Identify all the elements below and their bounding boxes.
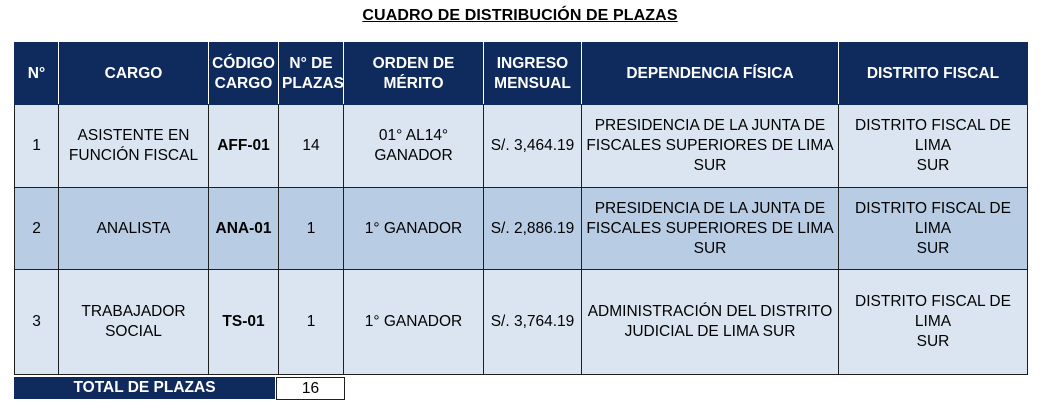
header-codigo-line2: CARGO — [214, 74, 273, 92]
header-n: N° — [15, 43, 59, 105]
cell-orden — [344, 188, 484, 270]
cell-ingreso: S/. 3,464.19 — [484, 105, 582, 188]
cell-distrito-line1: DISTRITO FISCAL DE LIMA — [855, 293, 1011, 330]
cell-cargo-line2: FUNCIÓN FISCAL — [68, 147, 199, 164]
cell-distrito — [839, 105, 1028, 188]
cell-distrito-line2: SUR — [916, 157, 950, 174]
header-dependencia: DEPENDENCIA FÍSICA — [582, 43, 839, 105]
cell-distrito-line1: DISTRITO FISCAL DE LIMA — [855, 117, 1011, 154]
cell-dependencia — [582, 270, 839, 375]
header-ingreso-line2: MENSUAL — [494, 74, 571, 92]
cell-n: 2 — [15, 188, 59, 270]
header-orden — [344, 43, 484, 105]
cell-orden-line1: 01° AL14° — [378, 127, 449, 144]
header-cargo: CARGO — [59, 43, 209, 105]
cell-dependencia-line2: JUDICIAL DE LIMA SUR — [624, 323, 796, 340]
cell-n: 1 — [15, 105, 59, 188]
header-plazas-line2: PLAZAS — [282, 74, 344, 92]
cell-distrito-line2: SUR — [916, 333, 950, 350]
cell-cargo — [59, 105, 209, 188]
table-row — [15, 270, 1028, 375]
header-plazas — [279, 43, 344, 105]
cell-dependencia-line3: SUR — [693, 157, 727, 174]
cell-dependencia-line3: SUR — [693, 239, 727, 257]
cell-orden — [344, 105, 484, 188]
plazas-table — [14, 42, 1028, 375]
total-label: TOTAL DE PLAZAS — [14, 377, 275, 399]
cell-cargo-line2: SOCIAL — [105, 323, 162, 340]
cell-n: 3 — [15, 270, 59, 375]
cell-codigo: AFF-01 — [209, 105, 279, 188]
cell-cargo — [59, 270, 209, 375]
table-row — [15, 188, 1028, 270]
header-orden-line2: MÉRITO — [383, 74, 444, 92]
cell-ingreso: S/. 2,886.19 — [484, 188, 582, 270]
cell-plazas: 1 — [279, 270, 344, 375]
cell-distrito — [839, 270, 1028, 375]
cell-dependencia-line2: FISCALES SUPERIORES DE LIMA — [586, 219, 834, 237]
cell-plazas: 14 — [279, 105, 344, 188]
cell-cargo-line1: ANALISTA — [96, 219, 171, 237]
header-codigo — [209, 43, 279, 105]
cell-cargo — [59, 188, 209, 270]
header-codigo-line1: CÓDIGO — [212, 54, 275, 72]
cell-dependencia-line2: FISCALES SUPERIORES DE LIMA — [586, 137, 834, 154]
table-row — [15, 105, 1028, 188]
cell-cargo-line1: ASISTENTE EN — [77, 127, 190, 144]
cell-cargo-line1: TRABAJADOR — [81, 303, 186, 320]
cell-plazas: 1 — [279, 188, 344, 270]
header-plazas-line1: N° DE — [289, 54, 333, 72]
header-ingreso-line1: INGRESO — [496, 54, 569, 72]
cell-dependencia-line1: PRESIDENCIA DE LA JUNTA DE — [594, 117, 826, 134]
page-title: CUADRO DE DISTRIBUCIÓN DE PLAZAS — [362, 7, 678, 24]
cell-orden — [344, 270, 484, 375]
total-value: 16 — [276, 377, 345, 400]
cell-codigo: TS-01 — [209, 270, 279, 375]
cell-distrito-line1: DISTRITO FISCAL DE LIMA — [855, 199, 1011, 237]
cell-distrito — [839, 188, 1028, 270]
table-header-row — [15, 43, 1028, 105]
cell-dependencia — [582, 105, 839, 188]
cell-codigo: ANA-01 — [209, 188, 279, 270]
cell-dependencia — [582, 188, 839, 270]
cell-dependencia-line1: ADMINISTRACIÓN DEL DISTRITO — [587, 303, 833, 320]
cell-orden-line1: 1° GANADOR — [364, 219, 463, 237]
header-distrito: DISTRITO FISCAL — [839, 43, 1028, 105]
header-orden-line1: ORDEN DE — [372, 54, 455, 72]
cell-distrito-line2: SUR — [916, 239, 950, 257]
cell-orden-line2: GANADOR — [374, 147, 453, 164]
header-ingreso — [484, 43, 582, 105]
cell-dependencia-line1: PRESIDENCIA DE LA JUNTA DE — [594, 199, 826, 217]
cell-ingreso: S/. 3,764.19 — [484, 270, 582, 375]
cell-orden-line1: 1° GANADOR — [364, 313, 463, 330]
